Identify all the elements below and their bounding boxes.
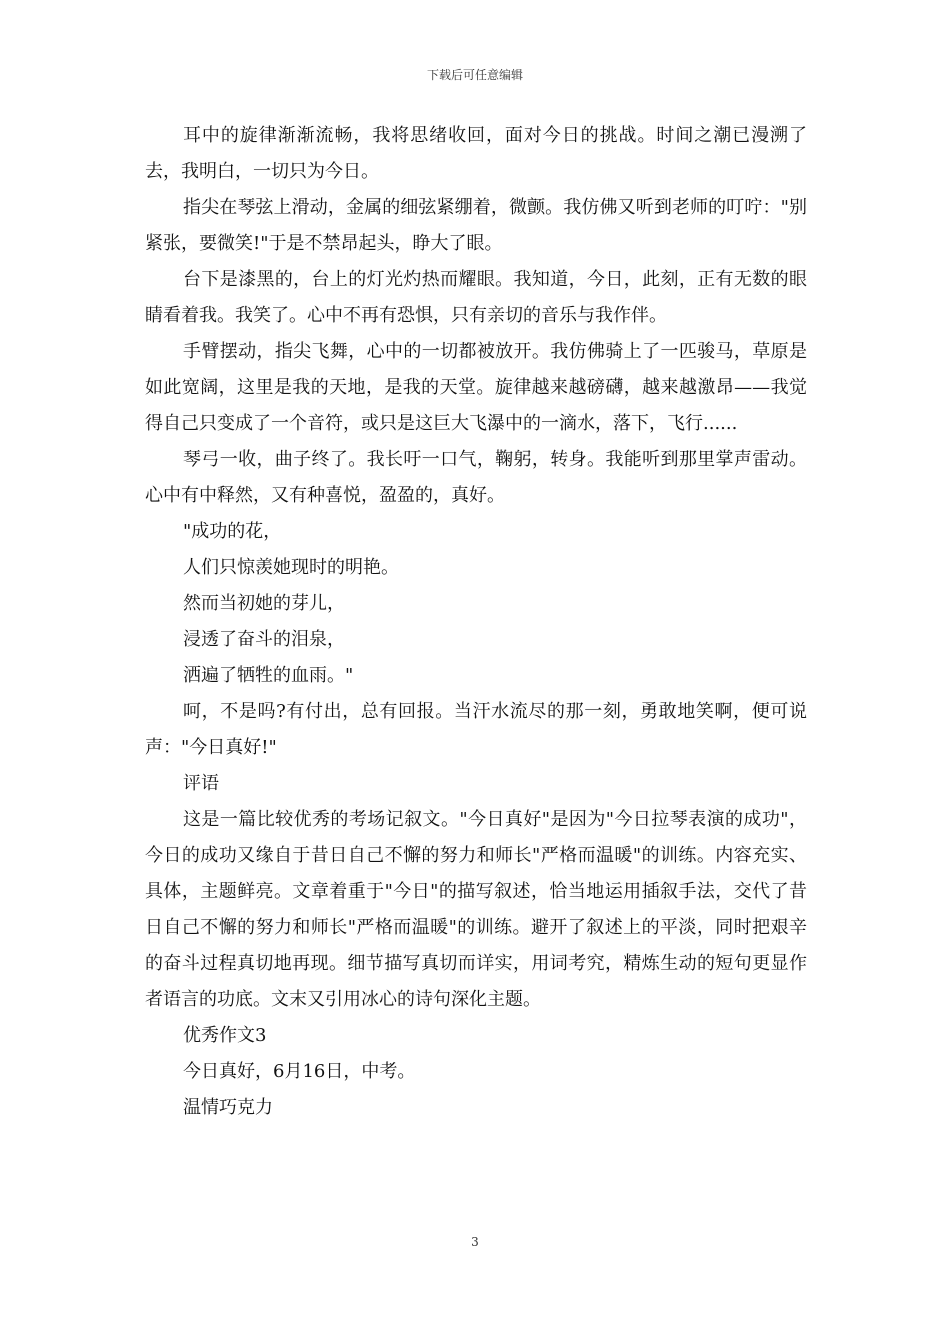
document-body: [145, 118, 807, 1126]
poem-line-3: 然而当初她的芽儿，: [183, 593, 345, 614]
poem-line-1: "成功的花，: [183, 521, 282, 542]
section-title: 优秀作文3: [183, 1025, 267, 1046]
poem-line-5: 洒遍了牺牲的血雨。": [183, 665, 354, 686]
paragraph-2: 指尖在琴弦上滑动，金属的细弦紧绷着，微颤。我仿佛又听到老师的叮咛："别紧张，要微笑!"于是不禁昂起头，睁大了眼。: [145, 197, 807, 254]
comment-body: 这是一篇比较优秀的考场记叙文。"今日真好"是因为"今日拉琴表演的成功"，今日的成功又缘自于昔日自己不懈的努力和师长"严格而温暖"的训练。内容充实、具体，主题鲜亮。文章着重于"今日"的描写叙述，恰当地运用插叙手法，交代了昔日自己不懈的努力和师长"严格而温暖"的训练。避开了叙述上的平淡，同时把艰辛的奋斗过程真切地再现。细节描写真切而详实，用词考究，精炼生动的短句更显作者语言的功底。文末又引用冰心的诗句深化主题。: [145, 809, 807, 1010]
page-header: 下载后可任意编辑: [426, 68, 523, 82]
paragraph-3: 台下是漆黑的，台上的灯光灼热而耀眼。我知道，今日，此刻，正有无数的眼睛看着我。我笑了。心中不再有恐惧，只有亲切的音乐与我作伴。: [145, 269, 807, 326]
page-number: 3: [471, 1235, 479, 1249]
paragraph-1: 耳中的旋律渐渐流畅，我将思绪收回，面对今日的挑战。时间之潮已漫溯了去，我明白，一切只为今日。: [145, 125, 807, 182]
comment-heading: 评语: [183, 773, 219, 794]
paragraph-4: 手臂摆动，指尖飞舞，心中的一切都被放开。我仿佛骑上了一匹骏马，草原是如此宽阔，这里是我的天地，是我的天堂。旋律越来越磅礴，越来越激昂——我觉得自己只变成了一个音符，或只是这巨大飞瀑中的一滴水，落下，飞行......: [145, 341, 807, 434]
poem-line-4: 浸透了奋斗的泪泉，: [183, 629, 345, 650]
poem-line-2: 人们只惊羡她现时的明艳。: [183, 557, 399, 578]
essay-opening: 今日真好，6月16日，中考。: [183, 1061, 416, 1082]
paragraph-5: 琴弓一收，曲子终了。我长吁一口气，鞠躬，转身。我能听到那里掌声雷动。心中有中释然，又有种喜悦，盈盈的，真好。: [145, 449, 807, 506]
essay-title: 温情巧克力: [183, 1097, 273, 1118]
paragraph-6: 呵，不是吗?有付出，总有回报。当汗水流尽的那一刻，勇敢地笑啊，便可说声："今日真好!": [145, 701, 807, 758]
